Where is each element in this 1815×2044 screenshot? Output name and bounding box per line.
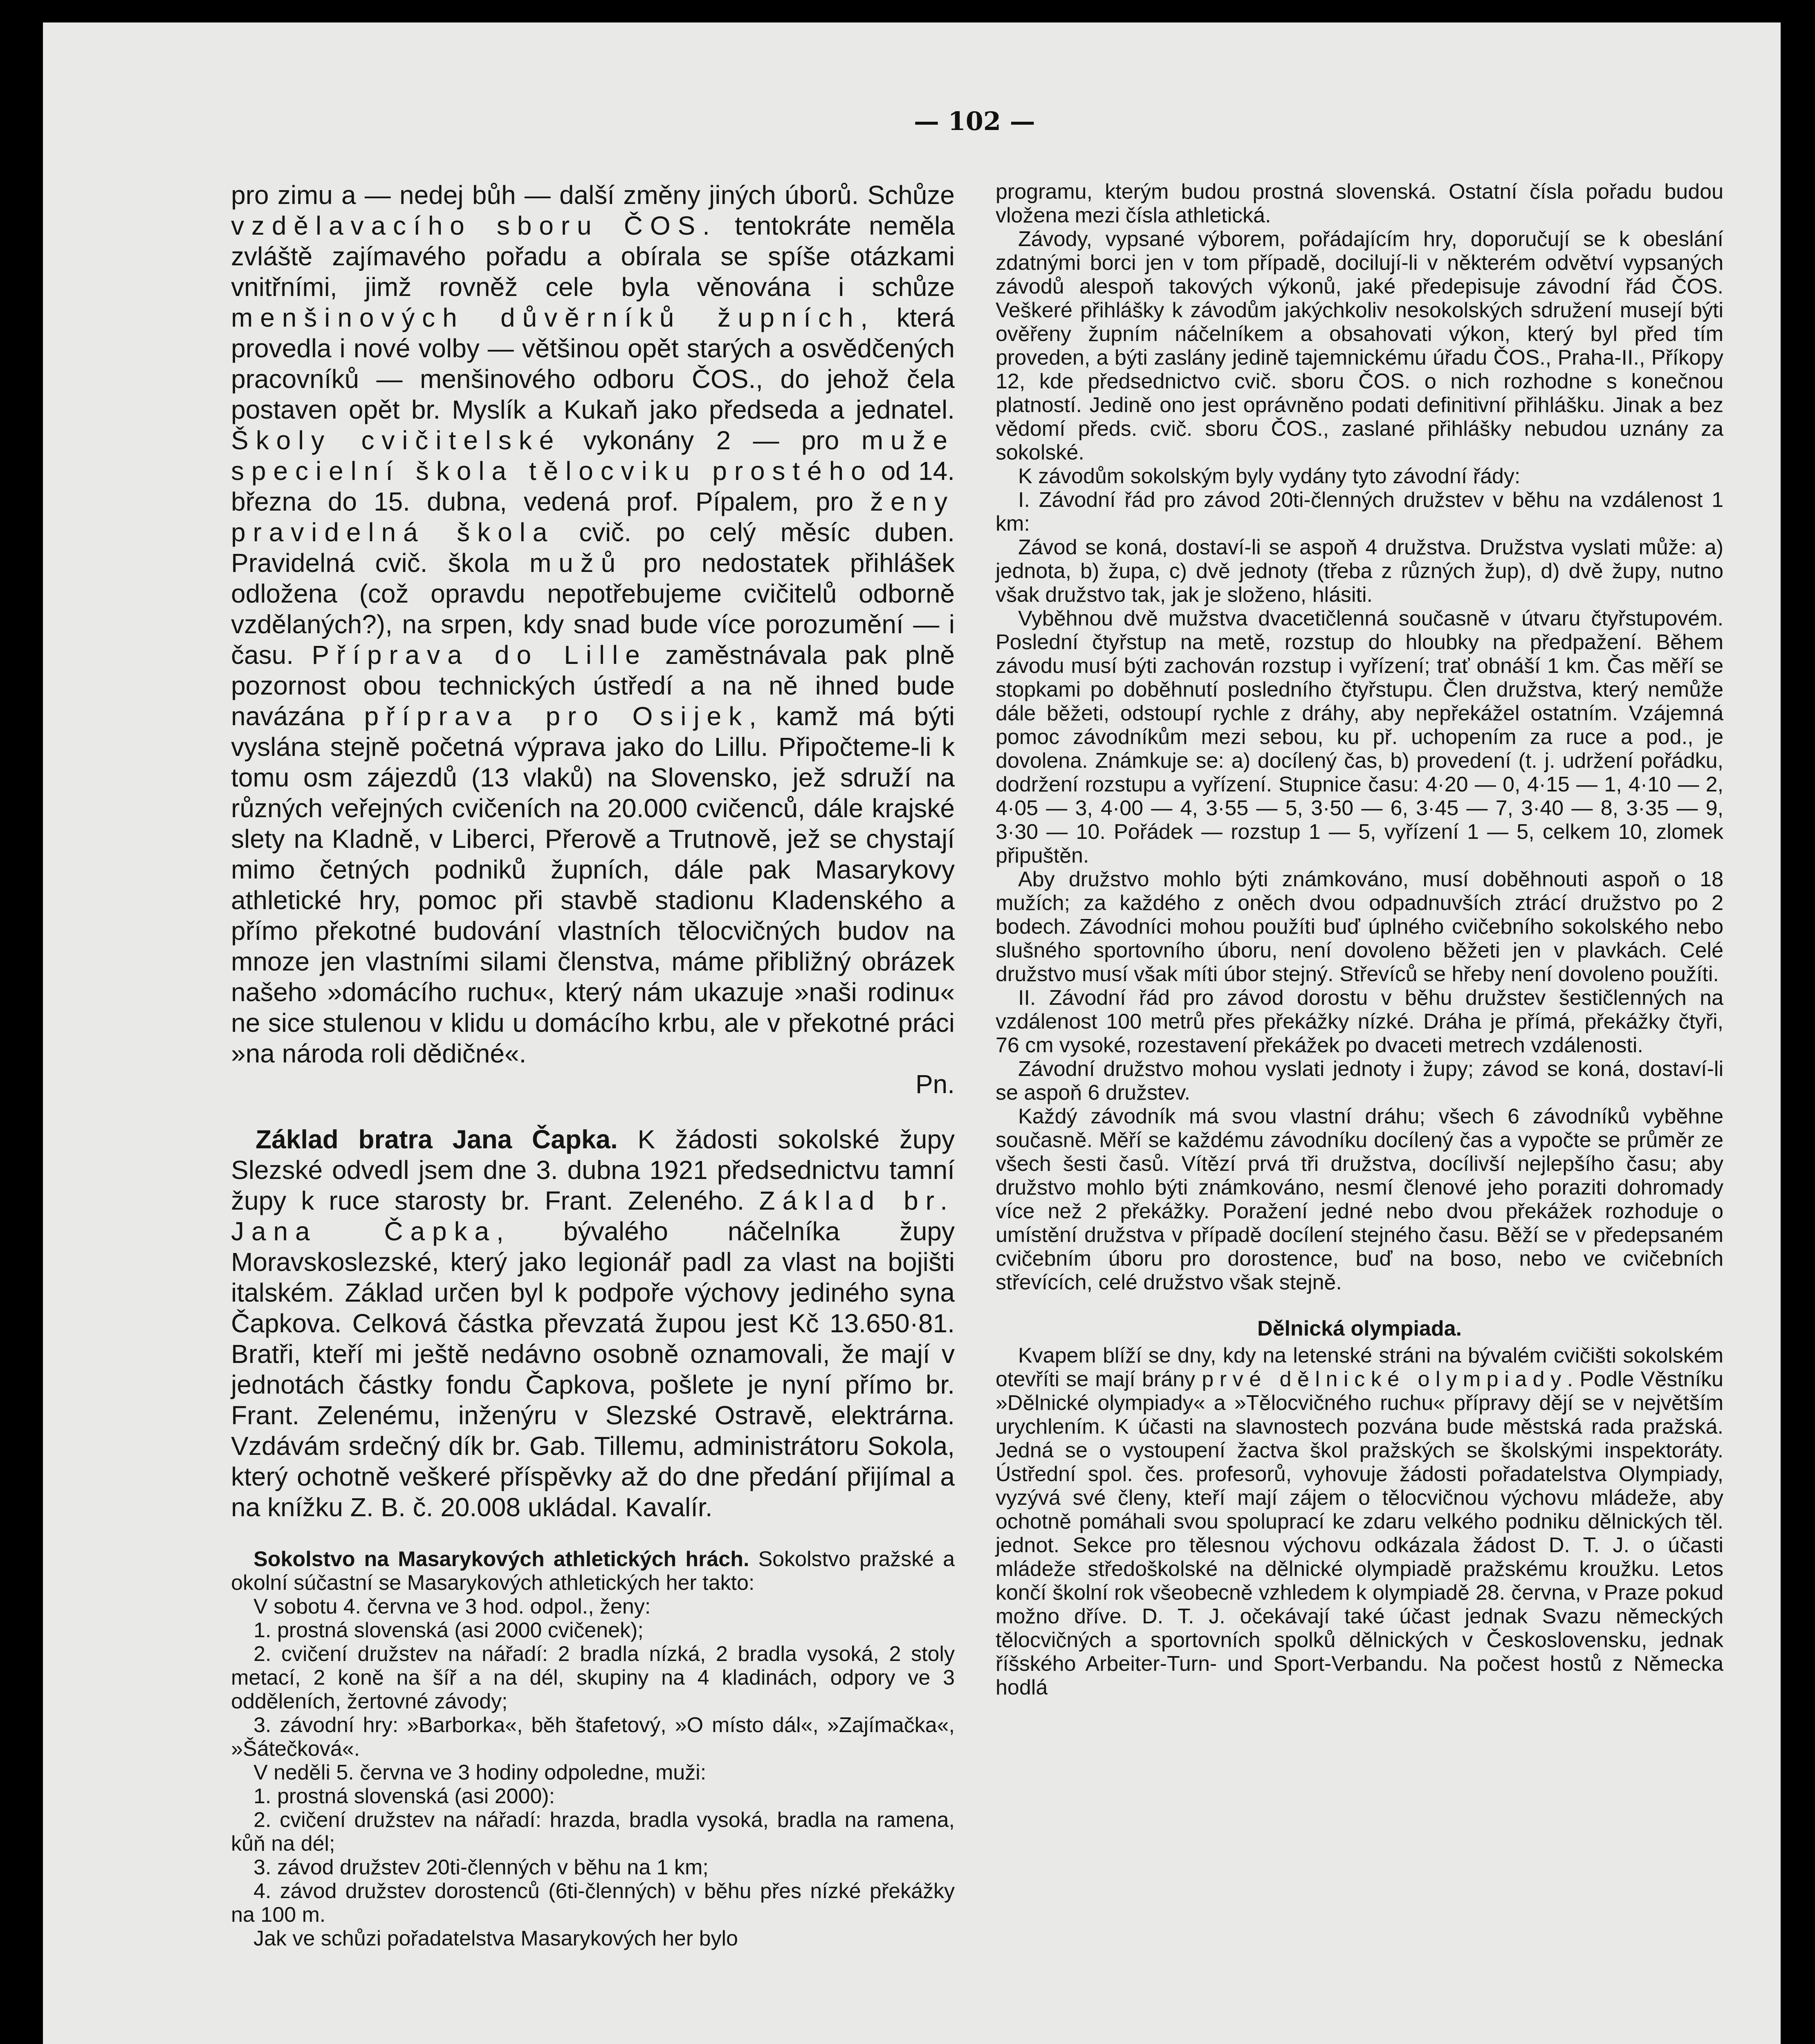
spacer <box>231 1100 955 1124</box>
paragraph: programu, kterým budou prostná slovenská. Ostatní čísla pořadu budou vložena mezi čísla athletická. <box>996 180 1723 227</box>
paragraph: II. Závodní řád pro závod dorostu v běhu družstev šestičlenných na vzdálenost 100 metrů přes překážky nízké. Dráha je přímá, překážky čtyři, 76 cm vysoké, rozestavení překážek po dvaceti metrech vzdálenosti. <box>996 986 1723 1057</box>
list-item: 2. cvičení družstev na nářadí: hrazda, bradla vysoká, bradla na ramena, kůň na dél; <box>231 1808 955 1856</box>
paragraph: Závody, vypsané výborem, pořádajícím hry, doporučují se k obeslání zdatnými borci jen v tom případě, docilují-li v některém odvětví vypsaných závodů alespoň takových výkonů, jaké předepisuje závodní řád ČOS. Veškeré přihlášky k závodům jakýchkoliv nesokolských sdružení musejí býti ověřeny župním náčelníkem a obsahovati výkon, který byl před tím proveden, a býti zaslány jedině tajemnickému úřadu ČOS., Praha-II., Příkopy 12, kde předsednictvo cvič. sboru ČOS. o nich rozhodne s konečnou platností. Jedině ono jest oprávněno podati definitivní přihlášku. Jinak a bez vědomí předs. cvič. sboru ČOS., zaslané přihlášky nebudou uznány za sokolské. <box>996 227 1723 464</box>
spaced-text: prvé dělnické olympiady <box>1202 1367 1567 1391</box>
paragraph: Aby družstvo mohlo býti známkováno, musí doběhnouti aspoň o 18 mužích; za každého z oněch dvou odpadnuvších ztrácí družstvo po 2 bodech. Závodníci mohou použíti buď úplného cvičebního sokolského nebo slušného sportovního úboru, není dovoleno běžeti jen v plavkách. Celé družstvo musí však míti úbor stejný. Střevíců se hřeby není dovoleno použíti. <box>996 867 1723 986</box>
document-page <box>43 22 1781 2044</box>
list-item: V sobotu 4. června ve 3 hod. odpol., ženy: <box>254 1595 651 1618</box>
list-item: 3. závodní hry: »Barborka«, běh štafetový, »O místo dál«, »Zajímačka«, »Šátečková«. <box>231 1713 955 1761</box>
spaced-text: mužů <box>529 548 623 578</box>
text-run: cvič. po celý měsíc duben. Pravidelná cvič. škola <box>231 518 955 578</box>
spacer <box>231 1523 955 1547</box>
text-run: vykonány 2 — pro <box>561 426 862 455</box>
left-column <box>231 180 955 1950</box>
article-title: Sokolstvo na Masarykových athletických hrách. <box>254 1547 749 1571</box>
list-item: 1. prostná slovenská (asi 2000): <box>254 1784 555 1808</box>
paragraph: Vyběhnou dvě mužstva dvacetičlenná současně v útvaru čtyřstupovém. Poslední čtyřstup na metě, rozstup do hloubky na předpažení. Během závodu musí býti zachován rozstup i vyřízení; trať obnáší 1 km. Čas měří se stopkami po doběhnutí posledního čtyřstupu. Člen družstva, který nemůže dále běžeti, odstoupí rychle z dráhy, aby nepřekážel ostatním. Vzájemná pomoc závodníkům mezi sebou, ku př. uchopením za ruce a pod., je dovolena. Známkuje se: a) docílený čas, b) provedení (t. j. udržení pořádku, dodržení rozstupu a vyřízení. Stupnice času: 4·20 — 0, 4·15 — 1, 4·10 — 2, 4·05 — 3, 4·00 — 4, 3·55 — 5, 3·50 — 6, 3·45 — 7, 3·40 — 8, 3·35 — 9, 3·30 — 10. Pořádek — rozstup 1 — 5, vyřízení 1 — 5, celkem 10, zlomek připuštěn. <box>996 607 1723 867</box>
text-run: , kamž má býti vyslána stejně početná výprava jako do Lillu. Připočteme-li k tomu osm zájezdů (13 vlaků) na Slovensko, jež sdruží na různých veřejných cvičeních na 20.000 cvičenců, dále krajské slety na Kladně, v Liberci, Přerově a Trutnově, jež se chystají mimo četných podniků župních, dále pak Masarykovy athletické hry, pomoc při stavbě stadionu Kladenského a přímo překotné budování vlastních tělocvičných budov na mnoze jen vlastními silami členstva, máme přibližný obrázek našeho »domácího ruchu«, který nám ukazuje »naši rodinu« ne sice stulenou v klidu u domácího krbu, ale v překotné práci »na národa roli dědičné«. <box>231 702 955 1068</box>
text-run: . Podle Věstníku »Dělnické olympiady« a »Tělocvičného ruchu« přípravy dějí se v největším urychlením. K účasti na slavnostech pozvána bude městská rada pražská. Jedná se o vystoupení žactva škol pražských se školskými inspektoráty. Ústřední spol. čes. profesorů, vyhovuje žádosti pořadatelstva Olympiady, vyzývá své členy, kteří mají zájem o tělocvičnou výchovu mládeže, aby ochotně pomáhali svou spoluprací ke zdaru velkého podniku dělnických těl. jednot. Sekce pro tělesnou výchovu odkázala žádost D. T. J. o účasti mládeže středoškolské na dělnické olympiadě pražskému kroužku. Letos končí školní rok všeobecně vzhledem k olympiadě 28. června, v Praze pokud možno dříve. D. T. J. očekávají také účast jednak Svazu německých tělocvičných a sportovních spolků dělnických v Československu, jednak říšského Arbeiter-Turn- und Sport-Verbandu. Na počest hostů z Německa hodlá <box>996 1367 1723 1699</box>
list-item: 2. cvičení družstev na nářadí: 2 bradla nízká, 2 bradla vysoká, 2 stoly metací, 2 koně na šíř a na dél, skupiny na 4 kladinách, odpory ve 3 odděleních, žertovné závody; <box>231 1642 955 1713</box>
section-heading: Dělnická olympiada. <box>1257 1317 1462 1340</box>
signature-pn: Pn. <box>915 1069 955 1099</box>
spaced-text: Školy cvičitelské <box>231 426 561 455</box>
list-item: 1. prostná slovenská (asi 2000 cvičenek); <box>254 1618 644 1642</box>
paragraph-start: Jak ve schůzi pořadatelstva Masarykových her bylo <box>254 1927 738 1950</box>
left-large-text-block <box>231 180 955 1523</box>
spaced-text: menšinových důvěrníků župních <box>231 303 861 332</box>
text-run: od 14. března do 15. dubna, vedená prof. Pípalem, pro <box>231 456 955 516</box>
article-masaryk-games <box>231 1547 955 1595</box>
text-run: , bývalého náčelníka župy Moravskoslezské, který jako legionář padl za vlast na bojišti italském. Základ určen byl k podpoře výchovy jediného syna Čapkova. Celková částka převzatá župou jest Kč 13.650·81. Bratři, kteří mi ještě nedávno osobně oznamovali, že mají v jednotách částky fondu Čapkova, pošlete je nyní přímo br. Frant. Zelenému, inženýru v Slezské Ostravě, elektrárna. Vzdávám srdečný dík br. Gab. Tillemu, administrátoru Sokola, který ochotně veškeré příspěvky až do dne předání přijímal a na knížku Z. B. č. 20.008 ukládal. <box>231 1217 955 1522</box>
list-item: V neděli 5. června ve 3 hodiny odpoledne, muži: <box>254 1761 707 1784</box>
paragraph: Závodní družstvo mohou vyslati jednoty i župy; závod se koná, dostaví-li se aspoň 6 družstev. <box>996 1057 1723 1105</box>
spaced-text: ženy pravidelná škola <box>231 487 955 547</box>
page-number: — 102 — <box>914 106 1035 136</box>
text-run: , která provedla i nové volby — většinou opět starých a osvědčených pracovníků — menšinového odboru ČOS., do jehož čela postaven opět br. Myslík a Kukaň jako předseda a jednatel. <box>231 303 955 424</box>
signature-kavalir: Kavalír. <box>625 1493 713 1522</box>
text-run: Kvapem blíží se dny, kdy na letenské stráni na bývalém cvičišti sokolském otevříti se mají brány <box>996 1344 1723 1391</box>
text-run: K žádosti sokolské župy Slezské odvedl jsem dne 3. dubna 1921 předsednictvu tamní župy k ruce starosty br. Frant. Zeleného. <box>231 1125 955 1215</box>
right-column <box>996 180 1723 1699</box>
list-item: 4. závod družstev dorostenců (6ti-členných) v běhu přes nízké překážky na 100 m. <box>231 1879 955 1927</box>
text-run: pro zimu a — nedej bůh — další změny jiných úborů. Schůze <box>231 180 955 210</box>
text-run: pro nedostatek přihlášek odložena (což opravdu nepotřebujeme cvičitelů odborně vzdělaných?), na srpen, kdy snad bude více porozumění — i času. <box>231 548 955 670</box>
spaced-text: příprava pro Osijek <box>364 702 749 731</box>
article-title: Základ bratra Jana Čapka. <box>256 1125 618 1154</box>
paragraph: K závodům sokolským byly vydány tyto závodní řády: <box>1018 464 1521 488</box>
list-item: 3. závod družstev 20ti-členných v běhu na 1 km; <box>254 1856 709 1879</box>
paragraph: Závod se koná, dostaví-li se aspoň 4 družstva. Družstva vyslati může: a) jednota, b) župa, c) dvě jednoty (třeba z různých žup), d) dvě župy, nutno však družstvo tak, jak je složeno, hlásiti. <box>996 536 1723 607</box>
paragraph: Každý závodník má svou vlastní dráhu; všech 6 závodníků vyběhne současně. Měří se každému závodníku docílený čas a vypočte se průměr ze všech šesti časů. Vítězí prvá tři družstva, docílivší nejlepšího času; aby družstvo mohlo býti známkováno, nesmí členové jeho poraziti dohromady více než 2 překážky. Poražení jedné nebo dvou překážek rozhoduje o umístění družstva v případě docílení stejného času. Běží se v předepsaném cvičebním úboru pro dorostence, buď na boso, nebo ve cvičebních střevících, celé družstvo však stejně. <box>996 1105 1723 1294</box>
text-run: tentokráte neměla zvláště zajímavého pořadu a obírala se spíše otázkami vnitřními, jimž rovněž cele byla věnována i schůze <box>231 211 955 302</box>
article-delnicka-olympiada <box>996 1344 1723 1699</box>
paragraph: I. Závodní řád pro závod 20ti-členných družstev v běhu na vzdálenost 1 km: <box>996 488 1723 536</box>
spaced-text: vzdělavacího sboru ČOS. <box>231 211 717 240</box>
spaced-text: Příprava do Lille <box>312 640 647 670</box>
article-education-sbor <box>231 180 955 1069</box>
left-small-text-block <box>231 1547 955 1950</box>
spaced-text: Základ br. Jana Čapka <box>231 1186 955 1246</box>
text-run: zaměstnávala pak plně pozornost obou technických ústředí a na ně ihned bude navázána <box>231 640 955 731</box>
text-run: Sokolstvo pražské a okolní súčastní se Masarykových athletických her takto: <box>231 1547 955 1595</box>
article-zaklad-capka <box>231 1124 955 1523</box>
spaced-text: muže specielní škola tělocviku prostého <box>231 426 955 486</box>
